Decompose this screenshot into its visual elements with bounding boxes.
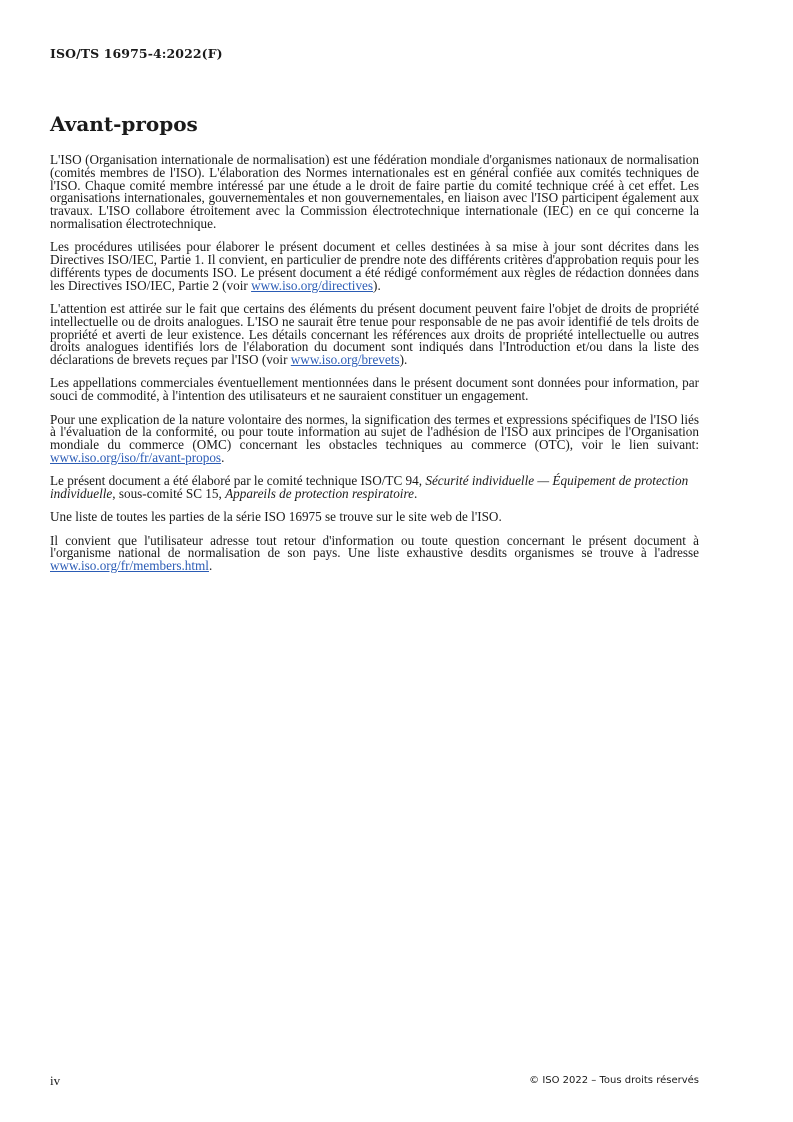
paragraph-iso-organisation: L'ISO (Organisation internationale de normalisation) est une fédération mondiale d'organismes nationaux de normalisation (comités membres de l'ISO). L'élaboration des Normes internationales est en général confiée aux comités techniques de l'ISO. Chaque comité membre intéressé par une étude a le droit de faire partie du comité technique créé à cet effet. Les organisations internationales, gouvernementales et non gouvernementales, en liaison avec l'ISO participent également aux travaux. L'ISO collabore étroitement avec la Commission électrotechnique internationale (IEC) en ce qui concerne la normalisation électrotechnique. bbox=[50, 152, 699, 231]
paragraph-patent-rights bbox=[50, 300, 699, 368]
paragraph-text: Le présent document a été élaboré par le comité technique ISO/TC 94, bbox=[50, 473, 426, 489]
paragraph-suffix: ). bbox=[399, 352, 408, 368]
document-reference: ISO/TS 16975-4:2022(F) bbox=[50, 46, 223, 61]
paragraph-feedback bbox=[50, 532, 699, 574]
paragraph-suffix: ). bbox=[373, 277, 381, 293]
paragraph-text: L'attention est attirée sur le fait que certains des éléments du présent document peuvent faire l'objet de droits de propriété intellectuelle ou de droits analogues. L'ISO ne saurait être tenue pour responsable de ne pas avoir identifié de tels droits de propriété et averti de leur existence. Les détails concernant les références aux droits de propriété intellectuelle ou autres droits analogues identifiés lors de l'élaboration du document sont indiqués dans l'Introduction et/ou dans la liste des déclarations de brevets reçues par l'ISO (voir bbox=[50, 300, 699, 368]
paragraph-voluntary-nature bbox=[50, 411, 699, 465]
members-link[interactable]: www.iso.org/fr/members.html bbox=[50, 558, 209, 574]
committee-title: Sécurité individuelle — Équipement de protection individuelle bbox=[50, 473, 689, 502]
paragraph-suffix: . bbox=[208, 558, 213, 574]
directives-link[interactable]: www.iso.org/directives bbox=[251, 277, 374, 293]
paragraph-series-list: Une liste de toutes les parties de la série ISO 16975 se trouve sur le site web de l'ISO. bbox=[50, 509, 502, 525]
paragraph-middle: , sous-comité SC 15, bbox=[112, 486, 226, 502]
paragraph-committee bbox=[50, 475, 699, 501]
paragraph-suffix: . bbox=[221, 449, 225, 465]
foreword-body bbox=[50, 154, 699, 584]
subcommittee-title: Appareils de protection respiratoire bbox=[225, 486, 414, 502]
paragraph-suffix: . bbox=[413, 486, 418, 502]
page-number: iv bbox=[50, 1073, 61, 1088]
brevets-link[interactable]: www.iso.org/brevets bbox=[290, 352, 400, 368]
page-title: Avant-propos bbox=[50, 112, 198, 136]
paragraph-text: Les procédures utilisées pour élaborer le présent document et celles destinées à sa mise à jour sont décrites dans les Directives ISO/IEC, Partie 1. Il convient, en particulier de prendre note des différents critères d'approbation requis pour les différents types de documents ISO. Le présent document a été rédigé conformément aux règles de rédaction données dans les Directives ISO/IEC, Partie 2 (voir bbox=[50, 239, 699, 293]
paragraph-trade-names: Les appellations commerciales éventuellement mentionnées dans le présent document sont données pour information, par souci de commodité, à l'intention des utilisateurs et ne sauraient constituer un engagement. bbox=[50, 375, 699, 404]
copyright-notice: © ISO 2022 – Tous droits réservés bbox=[529, 1075, 699, 1086]
paragraph-procedures bbox=[50, 241, 699, 292]
paragraph-text: Pour une explication de la nature volontaire des normes, la signification des termes et expressions spécifiques de l'ISO liés à l'évaluation de la conformité, ou pour toute information au sujet de l'adhésion de l'ISO aux principes de l'Organisation mondiale du commerce (OMC) concernant les obstacles techniques au commerce (OTC), voir le lien suivant: bbox=[50, 411, 699, 453]
avant-propos-link[interactable]: www.iso.org/iso/fr/avant-propos bbox=[50, 449, 222, 465]
paragraph-text: Il convient que l'utilisateur adresse tout retour d'information ou toute question concernant le présent document à l'organisme national de normalisation de son pays. Une liste exhaustive desdits organismes se trouve à l'adresse bbox=[50, 532, 699, 561]
